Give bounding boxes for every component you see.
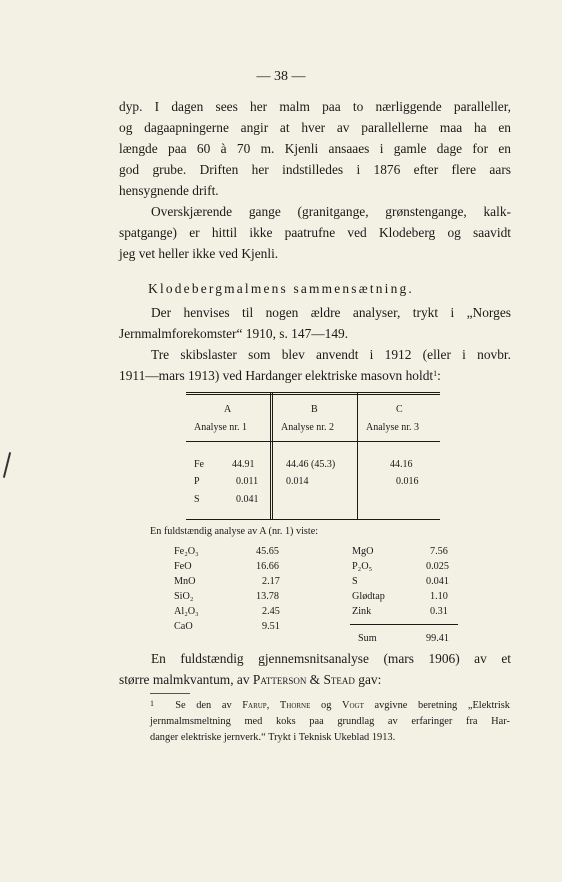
compound-name: P₂O₅ [352,561,373,572]
table-caption: En fuldstændig analyse av A (nr. 1) viste: [150,526,319,537]
col-header-letter: B [311,404,318,415]
cell-value: 44.46 (45.3) [286,459,336,470]
margin-pencil-mark [3,452,11,478]
sum-value: 99.41 [426,633,449,644]
footnote-line [150,698,510,714]
compound-name: MgO [352,546,374,557]
compound-value: 7.56 [430,546,448,557]
cell-value: 0.041 [236,494,259,505]
paragraph-2 [119,201,511,264]
compound-name: SiO₂ [174,591,194,602]
text-segment: 1911—mars 1913) ved Hardanger elektriske masovn holdt [119,368,434,383]
compound-value: 16.66 [256,561,279,572]
col-header-label: Analyse nr. 2 [281,422,335,433]
sum-label: Sum [358,633,377,644]
col-header-label: Analyse nr. 1 [194,422,248,433]
text-line: og dagaapningerne angir at hver av parallellerne maa ha en [119,120,511,135]
paragraph-3 [119,302,511,344]
footnote-rule [150,693,190,694]
author-name: Vogt [342,700,364,711]
text-segment: , [266,700,280,711]
author-name: Thorne [279,700,311,711]
compound-name: Al₂O₃ [174,606,199,617]
row-element: Fe [194,459,204,470]
cell-value: 44.16 [390,459,413,470]
col-header-label: Analyse nr. 3 [366,422,420,433]
cell-value: 44.91 [232,459,255,470]
text-line: En fuldstændig gjennemsnitsanalyse (mars 1906) av et [151,651,511,666]
text-line: dyp. I dagen sees her malm paa to nærliggende paralleller, [119,99,511,114]
text-line: spatgange) er hittil ikke paatrufne ved Klodeberg og saavidt [119,225,511,240]
compound-name: S [352,576,358,587]
paragraph-1 [119,96,511,201]
compound-value: 0.025 [426,561,449,572]
text-line: Tre skibslaster som blev anvendt i 1912 (eller i novbr. [151,347,511,362]
footnote-line: danger elektriske jernverk.“ Trykt i Teknisk Ukeblad 1913. [150,732,396,743]
compound-name: Zink [352,606,372,617]
text-segment: Se den av [175,700,243,711]
text-line: Overskjærende gange (granitgange, grønstengange, kalk- [151,204,511,219]
section-heading: Klodebergmalmens sammensætning. [148,281,414,296]
compound-value: 0.31 [430,606,448,617]
compound-name: Fe₂O₃ [174,546,199,557]
cell-value: 0.016 [396,476,419,487]
text-line: længde paa 60 à 70 m. Kjenli ansaaes i gamle dage for en [119,141,511,156]
footnote-line: jernmalmsmeltning med koks paa grundlag av erfaringer fra Har- [150,716,510,727]
row-element: P [194,476,200,487]
text-segment: & [306,672,324,687]
compound-value: 2.45 [262,606,280,617]
text-segment: større malmkvantum, av [119,672,253,687]
footnote [150,698,510,746]
text-line: hensygnende drift. [119,183,219,198]
author-name: Farup [242,700,267,711]
text-segment: gav: [354,672,382,687]
author-name: Patterson [252,672,307,687]
sum-rule [350,624,458,625]
compound-value: 9.51 [262,621,280,632]
compound-value: 45.65 [256,546,279,557]
text-line [119,365,511,386]
text-segment: : [437,368,441,383]
col-header-letter: A [224,404,232,415]
footnote-number: 1 [150,699,154,708]
compound-value: 0.041 [426,576,449,587]
page-number: — 38 — [256,69,306,84]
text-line: jeg vet heller ikke ved Kjenli. [119,246,279,261]
row-element: S [194,494,200,505]
compound-name: FeO [174,561,192,572]
text-line: Der henvises til nogen ældre analyser, trykt i „Norges [151,305,511,320]
compound-name: MnO [174,576,196,587]
text-line: god grube. Driften her indstilledes i 1876 efter flere aars [119,162,511,177]
compound-value: 13.78 [256,591,279,602]
text-line [119,669,511,690]
paragraph-5 [119,648,511,690]
text-line: Jernmalmforekomster“ 1910, s. 147—149. [119,326,349,341]
paragraph-4 [119,344,511,386]
footnote-ref: 1 [433,369,438,378]
compound-name: CaO [174,621,193,632]
text-segment: avgivne beretning „Elektrisk [363,700,510,711]
compound-name: Glødtap [352,591,385,602]
col-header-letter: C [396,404,403,415]
text-segment: og [310,700,342,711]
author-name: Stead [323,672,355,687]
cell-value: 0.011 [236,476,259,487]
compound-value: 1.10 [430,591,448,602]
cell-value: 0.014 [286,476,309,487]
compound-value: 2.17 [262,576,280,587]
